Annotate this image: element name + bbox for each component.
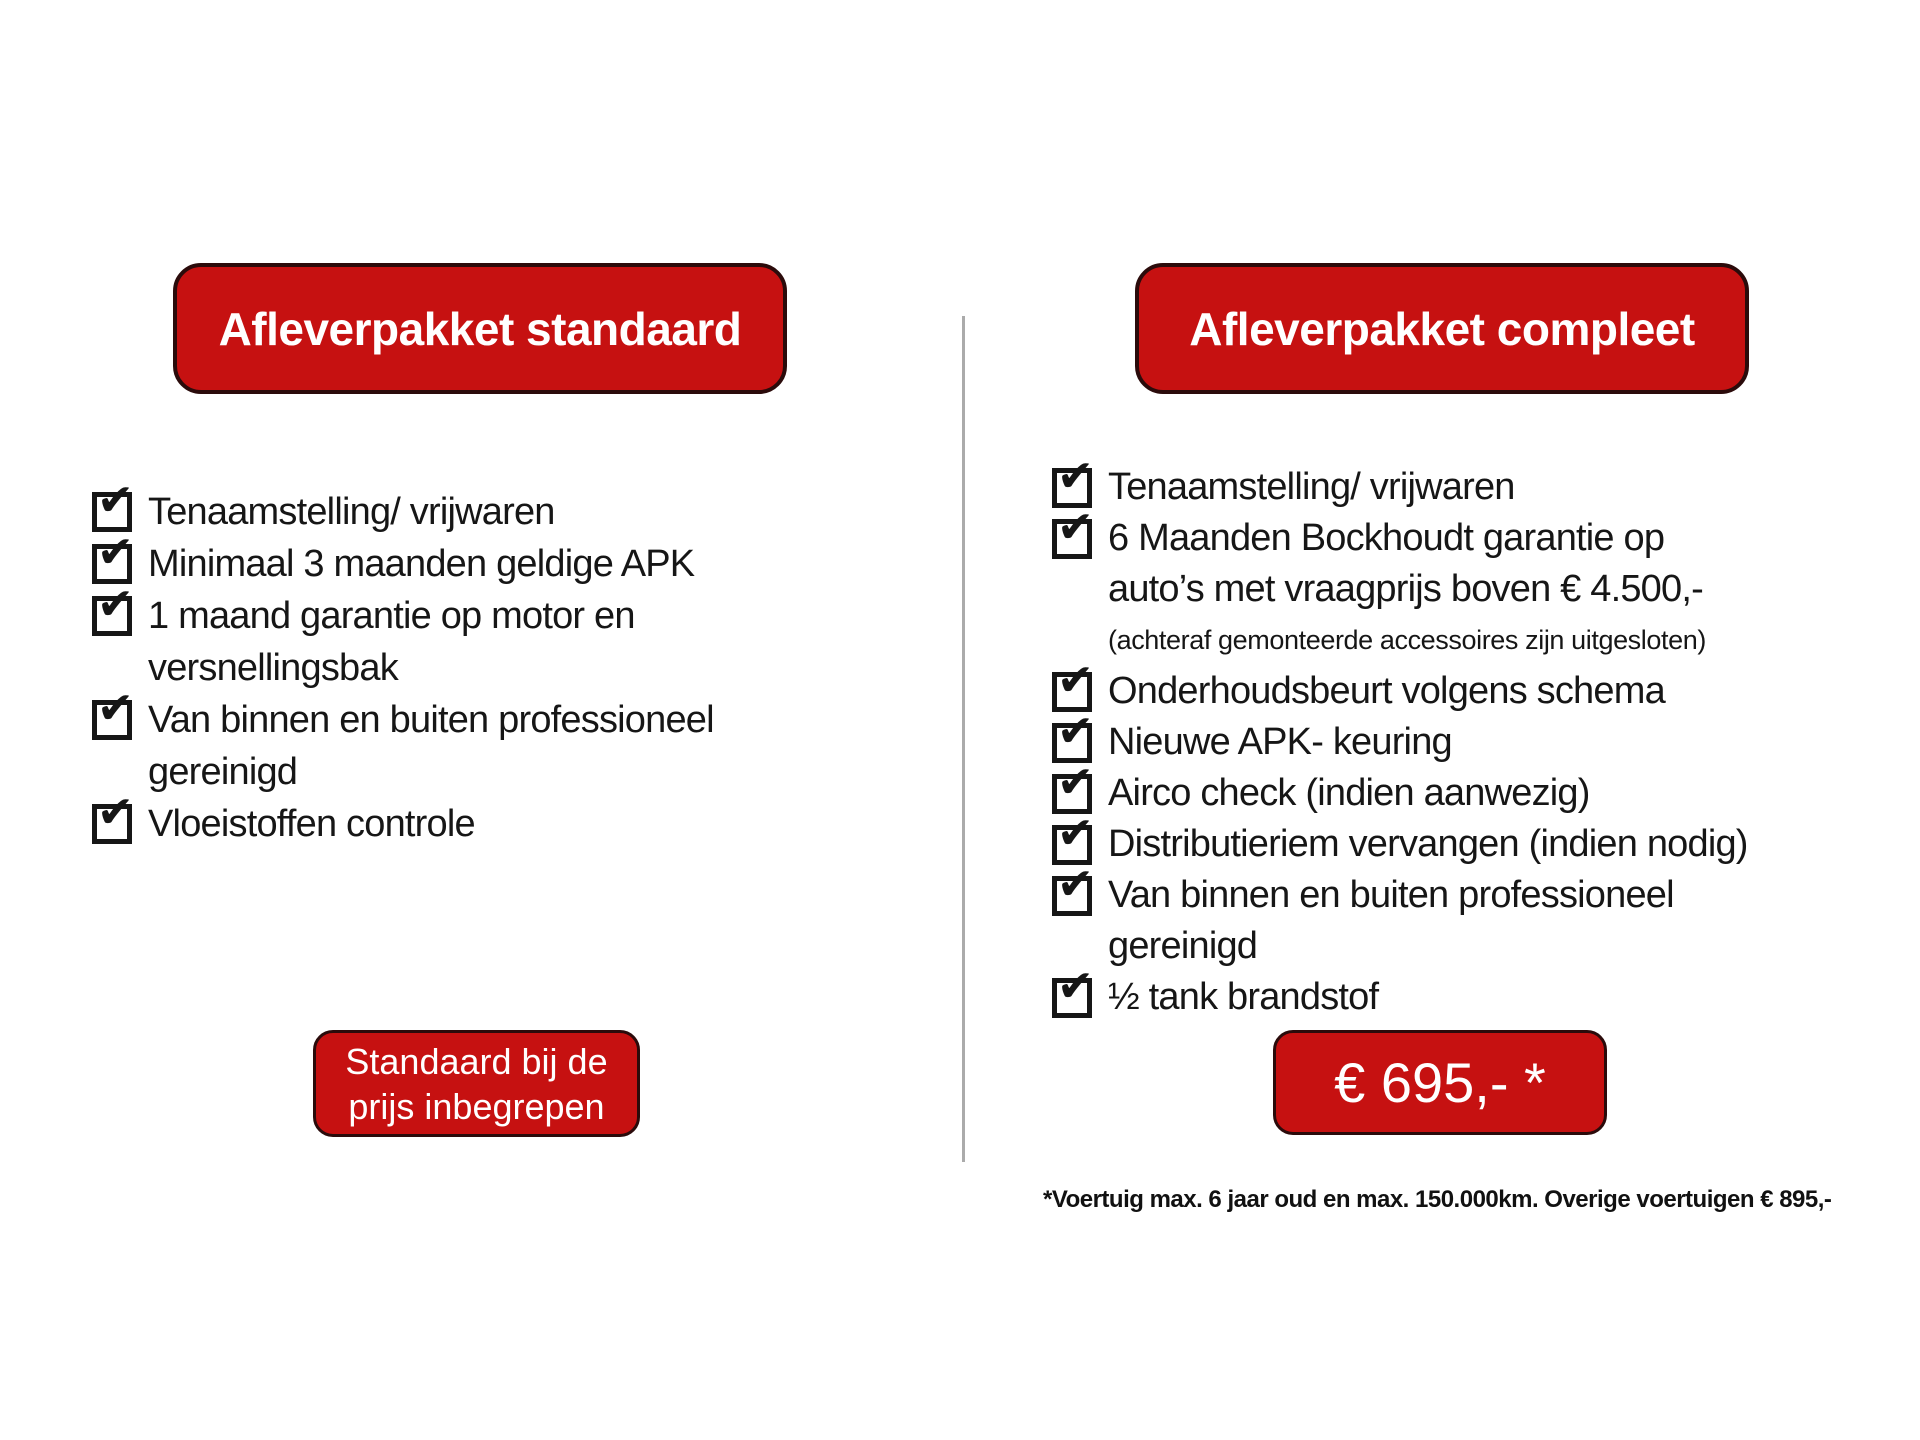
check-mark-icon: ✔ — [1057, 706, 1094, 756]
checklist-item-label: Van binnen en buiten professioneel — [1108, 874, 1674, 916]
checklist-item-label: 6 Maanden Bockhoudt garantie op — [1108, 517, 1665, 559]
checkbox-checked-icon — [92, 476, 134, 532]
checklist-item — [92, 788, 714, 850]
checkbox-checked-icon — [1052, 706, 1094, 763]
check-mark-icon: ✔ — [1057, 451, 1094, 501]
checklist-item-label: Nieuwe APK- keuring — [1108, 721, 1452, 763]
badge-line2: prijs inbegrepen — [348, 1085, 605, 1127]
included-in-price-badge — [313, 1030, 640, 1137]
checklist-item — [1052, 706, 1748, 768]
checklist-item-label: ½ tank brandstof — [1108, 976, 1379, 1018]
check-mark-icon: ✔ — [1057, 859, 1094, 909]
check-mark-icon: ✔ — [97, 788, 134, 837]
checkbox-checked-icon — [1052, 757, 1094, 814]
column-divider — [962, 316, 965, 1162]
checklist-item-continuation — [1052, 564, 1748, 615]
right-package-header — [1135, 263, 1749, 394]
checkbox-checked-icon — [1052, 808, 1094, 865]
checklist-item-label: Tenaamstelling/ vrijwaren — [148, 490, 555, 533]
standard-package-checklist — [92, 476, 714, 850]
checklist-item-label: gereinigd — [1108, 925, 1258, 967]
price-label: € 695,- * — [1334, 1051, 1546, 1114]
check-mark-icon: ✔ — [97, 476, 134, 525]
check-mark-icon: ✔ — [1057, 502, 1094, 552]
right-package-header-label: Afleverpakket compleet — [1189, 302, 1695, 355]
checkbox-checked-icon — [1052, 451, 1094, 508]
checklist-item — [1052, 859, 1748, 921]
checkbox-checked-icon — [92, 684, 134, 740]
checklist-item — [92, 580, 714, 642]
checklist-item — [92, 476, 714, 538]
check-mark-icon: ✔ — [1057, 655, 1094, 705]
checklist-item-label: Tenaamstelling/ vrijwaren — [1108, 466, 1515, 508]
check-mark-icon: ✔ — [1057, 757, 1094, 807]
checklist-item-label: auto’s met vraagprijs boven € 4.500,- — [1108, 568, 1703, 610]
badge-line1: Standaard bij de — [345, 1040, 608, 1082]
checkbox-checked-icon — [1052, 859, 1094, 916]
checklist-item-subnote — [1052, 615, 1748, 666]
checkbox-checked-icon — [1052, 961, 1094, 1018]
price-box — [1273, 1030, 1607, 1135]
checklist-item — [1052, 655, 1748, 717]
checklist-item-label: Distributieriem vervangen (indien nodig) — [1108, 823, 1748, 865]
check-mark-icon: ✔ — [1057, 961, 1094, 1011]
checklist-item-label: Airco check (indien aanwezig) — [1108, 772, 1590, 814]
checklist-item-continuation — [92, 746, 714, 798]
checklist-item-continuation — [1052, 921, 1748, 972]
checklist-item — [92, 684, 714, 746]
checklist-item-label: Van binnen en buiten professioneel — [148, 698, 714, 741]
checklist-item — [1052, 961, 1748, 1023]
left-package-header-label: Afleverpakket standaard — [218, 302, 742, 355]
checklist-item-label: Onderhoudsbeurt volgens schema — [1108, 670, 1665, 712]
checklist-item-label: Minimaal 3 maanden geldige APK — [148, 542, 695, 585]
left-package-header — [173, 263, 787, 394]
checklist-item — [92, 528, 714, 590]
check-mark-icon: ✔ — [97, 580, 134, 629]
checklist-item-label: versnellingsbak — [148, 646, 398, 689]
checklist-item — [1052, 451, 1748, 513]
checkbox-checked-icon — [92, 528, 134, 584]
checklist-item-label: 1 maand garantie op motor en — [148, 594, 635, 637]
checklist-item-label: Vloeistoffen controle — [148, 802, 475, 845]
checklist-item — [1052, 808, 1748, 870]
checkbox-checked-icon — [1052, 655, 1094, 712]
checkbox-checked-icon — [92, 788, 134, 844]
checkbox-checked-icon — [92, 580, 134, 636]
check-mark-icon: ✔ — [97, 684, 134, 733]
checklist-item — [1052, 502, 1748, 564]
check-mark-icon: ✔ — [1057, 808, 1094, 858]
check-mark-icon: ✔ — [97, 528, 134, 577]
complete-package-checklist — [1052, 451, 1748, 1023]
price-footnote: *Voertuig max. 6 jaar oud en max. 150.000km. Overige voertuigen € 895,- — [1043, 1186, 1832, 1213]
checklist-item-continuation — [92, 642, 714, 694]
checkbox-checked-icon — [1052, 502, 1094, 559]
checklist-item-label: gereinigd — [148, 750, 298, 793]
checklist-item — [1052, 757, 1748, 819]
checklist-subnote-label: (achteraf gemonteerde accessoires zijn uitgesloten) — [1108, 625, 1706, 655]
